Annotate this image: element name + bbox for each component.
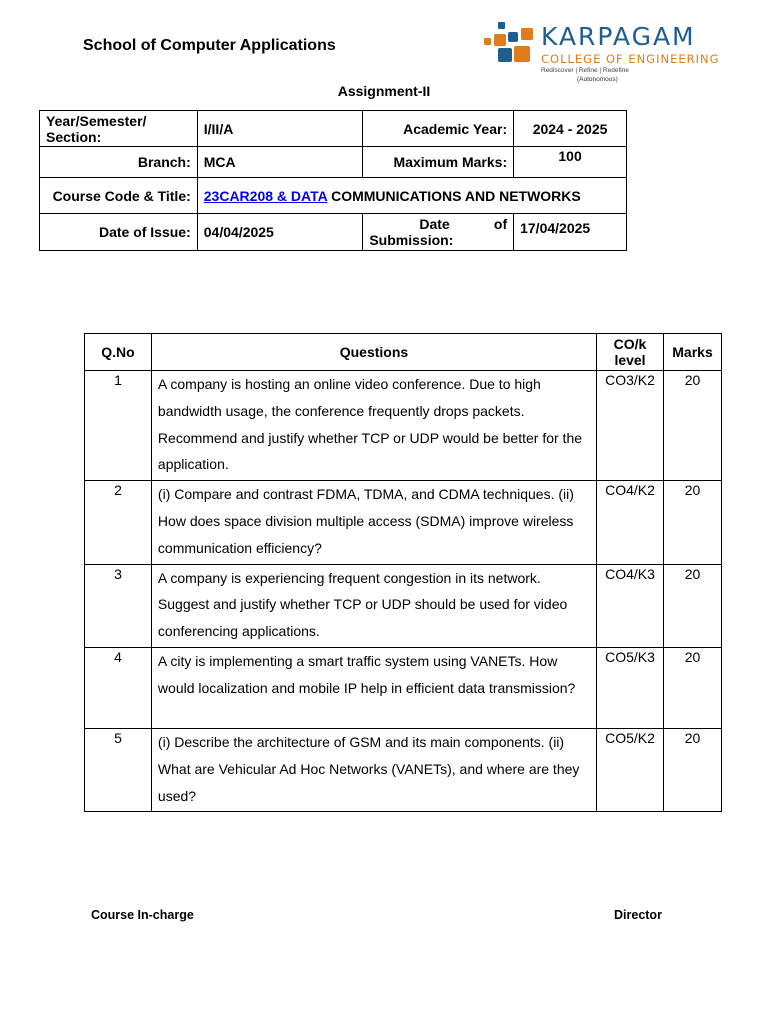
course-incharge-signature: Course In-charge xyxy=(91,908,194,922)
logo-college-text: COLLEGE OF ENGINEERING xyxy=(541,52,720,66)
submission-label-word-2: of xyxy=(493,216,508,232)
questions-header-row xyxy=(85,334,722,371)
issue-date-value: 04/04/2025 xyxy=(197,214,363,251)
question-text: A city is implementing a smart traffic system using VANETs. How would localization and mobile IP help in efficient data transmission? xyxy=(151,647,596,728)
question-text: A company is hosting an online video conference. Due to high bandwidth usage, the conference frequently drops packets. Recommend and justify whether TCP or UDP would be better for the application. xyxy=(151,371,596,481)
logo-name: KARPAGAM xyxy=(541,22,696,51)
question-marks: 20 xyxy=(664,564,722,647)
course-code-link[interactable]: 23CAR208 & DATA xyxy=(203,187,328,204)
table-row xyxy=(85,647,722,728)
info-row-year xyxy=(40,111,627,147)
info-row-dates xyxy=(40,214,627,251)
question-number: 4 xyxy=(85,647,152,728)
question-number: 5 xyxy=(85,728,152,811)
co-level: CO5/K3 xyxy=(597,647,664,728)
karpagam-logo-icon xyxy=(481,20,541,70)
question-marks: 20 xyxy=(664,728,722,811)
course-title-cell xyxy=(197,178,626,214)
question-marks: 20 xyxy=(664,481,722,564)
academic-year-value: 2024 - 2025 xyxy=(514,111,627,147)
table-row xyxy=(85,564,722,647)
co-level: CO4/K2 xyxy=(597,481,664,564)
co-level-header: CO/k level xyxy=(597,334,664,371)
table-row xyxy=(85,481,722,564)
logo-autonomous: (Autonomous) xyxy=(577,76,618,83)
course-code-label: Course Code & Title: xyxy=(40,178,198,214)
info-row-branch xyxy=(40,147,627,178)
assignment-title: Assignment-II xyxy=(337,83,431,99)
questions-table xyxy=(84,333,722,812)
college-logo xyxy=(481,20,726,83)
marks-header: Marks xyxy=(664,334,722,371)
submission-date-value: 17/04/2025 xyxy=(514,214,627,251)
co-level: CO4/K3 xyxy=(597,564,664,647)
branch-value: MCA xyxy=(197,147,363,178)
submission-label-word-3: Submission: xyxy=(369,232,454,248)
qno-header: Q.No xyxy=(85,334,152,371)
issue-date-label: Date of Issue: xyxy=(40,214,198,251)
table-row xyxy=(85,728,722,811)
branch-label: Branch: xyxy=(40,147,198,178)
max-marks-label: Maximum Marks: xyxy=(363,147,514,178)
director-signature: Director xyxy=(614,908,662,922)
co-level: CO5/K2 xyxy=(597,728,664,811)
academic-year-label: Academic Year: xyxy=(363,111,514,147)
year-semester-label: Year/Semester/ Section: xyxy=(40,111,198,147)
course-title-text: COMMUNICATIONS AND NETWORKS xyxy=(327,187,581,204)
submission-date-label xyxy=(363,214,514,251)
course-info-table xyxy=(39,110,627,251)
question-number: 2 xyxy=(85,481,152,564)
question-marks: 20 xyxy=(664,371,722,481)
questions-header: Questions xyxy=(151,334,596,371)
logo-tagline: Rediscover | Refine | Redefine xyxy=(541,67,629,74)
max-marks-value: 100 xyxy=(514,147,627,178)
info-row-course xyxy=(40,178,627,214)
question-text: (i) Describe the architecture of GSM and its main components. (ii) What are Vehicular Ad Hoc Networks (VANETs), and where are they used? xyxy=(151,728,596,811)
question-number: 1 xyxy=(85,371,152,481)
year-semester-value: I/II/A xyxy=(197,111,363,147)
question-number: 3 xyxy=(85,564,152,647)
co-level: CO3/K2 xyxy=(597,371,664,481)
table-row xyxy=(85,371,722,481)
school-name: School of Computer Applications xyxy=(83,37,336,54)
submission-label-word-1: Date xyxy=(419,216,450,232)
question-marks: 20 xyxy=(664,647,722,728)
question-text: (i) Compare and contrast FDMA, TDMA, and CDMA techniques. (ii) How does space division multiple access (SDMA) improve wireless communication efficiency? xyxy=(151,481,596,564)
question-text: A company is experiencing frequent congestion in its network. Suggest and justify whether TCP or UDP should be used for video conferencing applications. xyxy=(151,564,596,647)
